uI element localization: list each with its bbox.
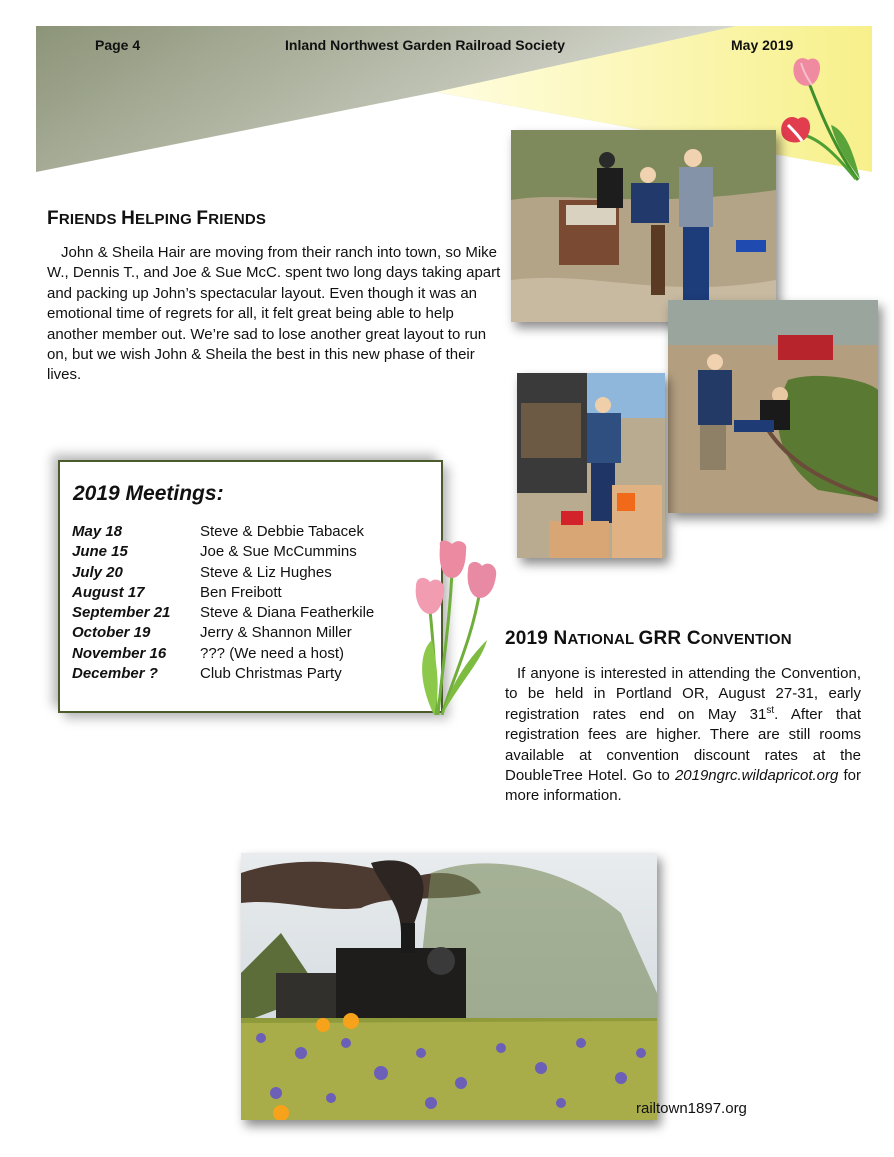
steam-train-photo xyxy=(241,853,657,1120)
meeting-host: Ben Freibott xyxy=(200,583,282,601)
meeting-row xyxy=(72,644,374,664)
meeting-host: Jerry & Shannon Miller xyxy=(200,624,352,642)
friends-helping-friends-title: FRIENDS HELPING FRIENDS xyxy=(47,208,267,229)
meeting-host: ??? (We need a host) xyxy=(200,644,344,662)
meeting-host: Steve & Debbie Tabacek xyxy=(200,523,364,540)
convention-title: 2019 NATIONAL GRR CONVENTION xyxy=(505,628,792,649)
friends-helping-friends-body: John & Sheila Hair are moving from their ranch into town, so Mike W., Dennis T., and Joe & Sue McC. spent two long days taking apart and packing up John’s spectacular layout. Even though it was an emotional time of regrets for all, it felt great being able to help another member out. We’re sad to lose another great layout to run on, but we wish John & Sheila the best in this new phase of their lives. xyxy=(47,244,501,384)
meeting-date: December ? xyxy=(72,665,158,683)
meeting-date: May 18 xyxy=(72,523,123,540)
pink-tulips-graphic xyxy=(412,540,504,720)
meeting-host: Steve & Liz Hughes xyxy=(200,563,332,581)
meetings-box xyxy=(58,460,443,713)
meeting-date: November 16 xyxy=(72,644,167,662)
meeting-row xyxy=(72,583,374,603)
society-name: Inland Northwest Garden Railroad Society xyxy=(285,37,566,53)
issue-date: May 2019 xyxy=(731,37,794,53)
page-number: Page 4 xyxy=(95,37,141,53)
meetings-list xyxy=(72,522,374,684)
meeting-host: Steve & Diana Featherkile xyxy=(200,604,375,622)
meeting-date: July 20 xyxy=(72,563,123,581)
convention-body: If anyone is interested in attending the Convention, to be held in Portland OR, August 27-31, early registration rates end on May 31st. After that registration fees are higher. There are still rooms available at convention discount rates at the DoubleTree Hotel. Go to 2019ngrc.wildapricot.org for more information. xyxy=(505,665,862,805)
meeting-row xyxy=(72,522,374,542)
meeting-row xyxy=(72,603,374,623)
meeting-host: Joe & Sue McCummins xyxy=(200,543,357,561)
meeting-host: Club Christmas Party xyxy=(200,665,342,683)
meeting-row xyxy=(72,542,374,562)
meeting-row xyxy=(72,623,374,643)
meeting-row xyxy=(72,563,374,583)
layout-dismantling-photo xyxy=(511,130,776,322)
meetings-title: 2019 Meetings: xyxy=(73,482,224,505)
meeting-date: September 21 xyxy=(72,604,171,622)
meeting-date: August 17 xyxy=(72,583,145,601)
track-site-photo xyxy=(668,300,878,513)
meeting-date: October 19 xyxy=(72,624,151,642)
convention-link[interactable]: 2019ngrc.wildapricot.org xyxy=(674,767,839,785)
meeting-row xyxy=(72,664,374,684)
truck-loading-photo xyxy=(517,373,665,558)
header-tulip-graphic xyxy=(776,55,866,185)
meeting-date: June 15 xyxy=(72,543,128,561)
photo-credit: railtown1897.org xyxy=(636,1100,747,1117)
